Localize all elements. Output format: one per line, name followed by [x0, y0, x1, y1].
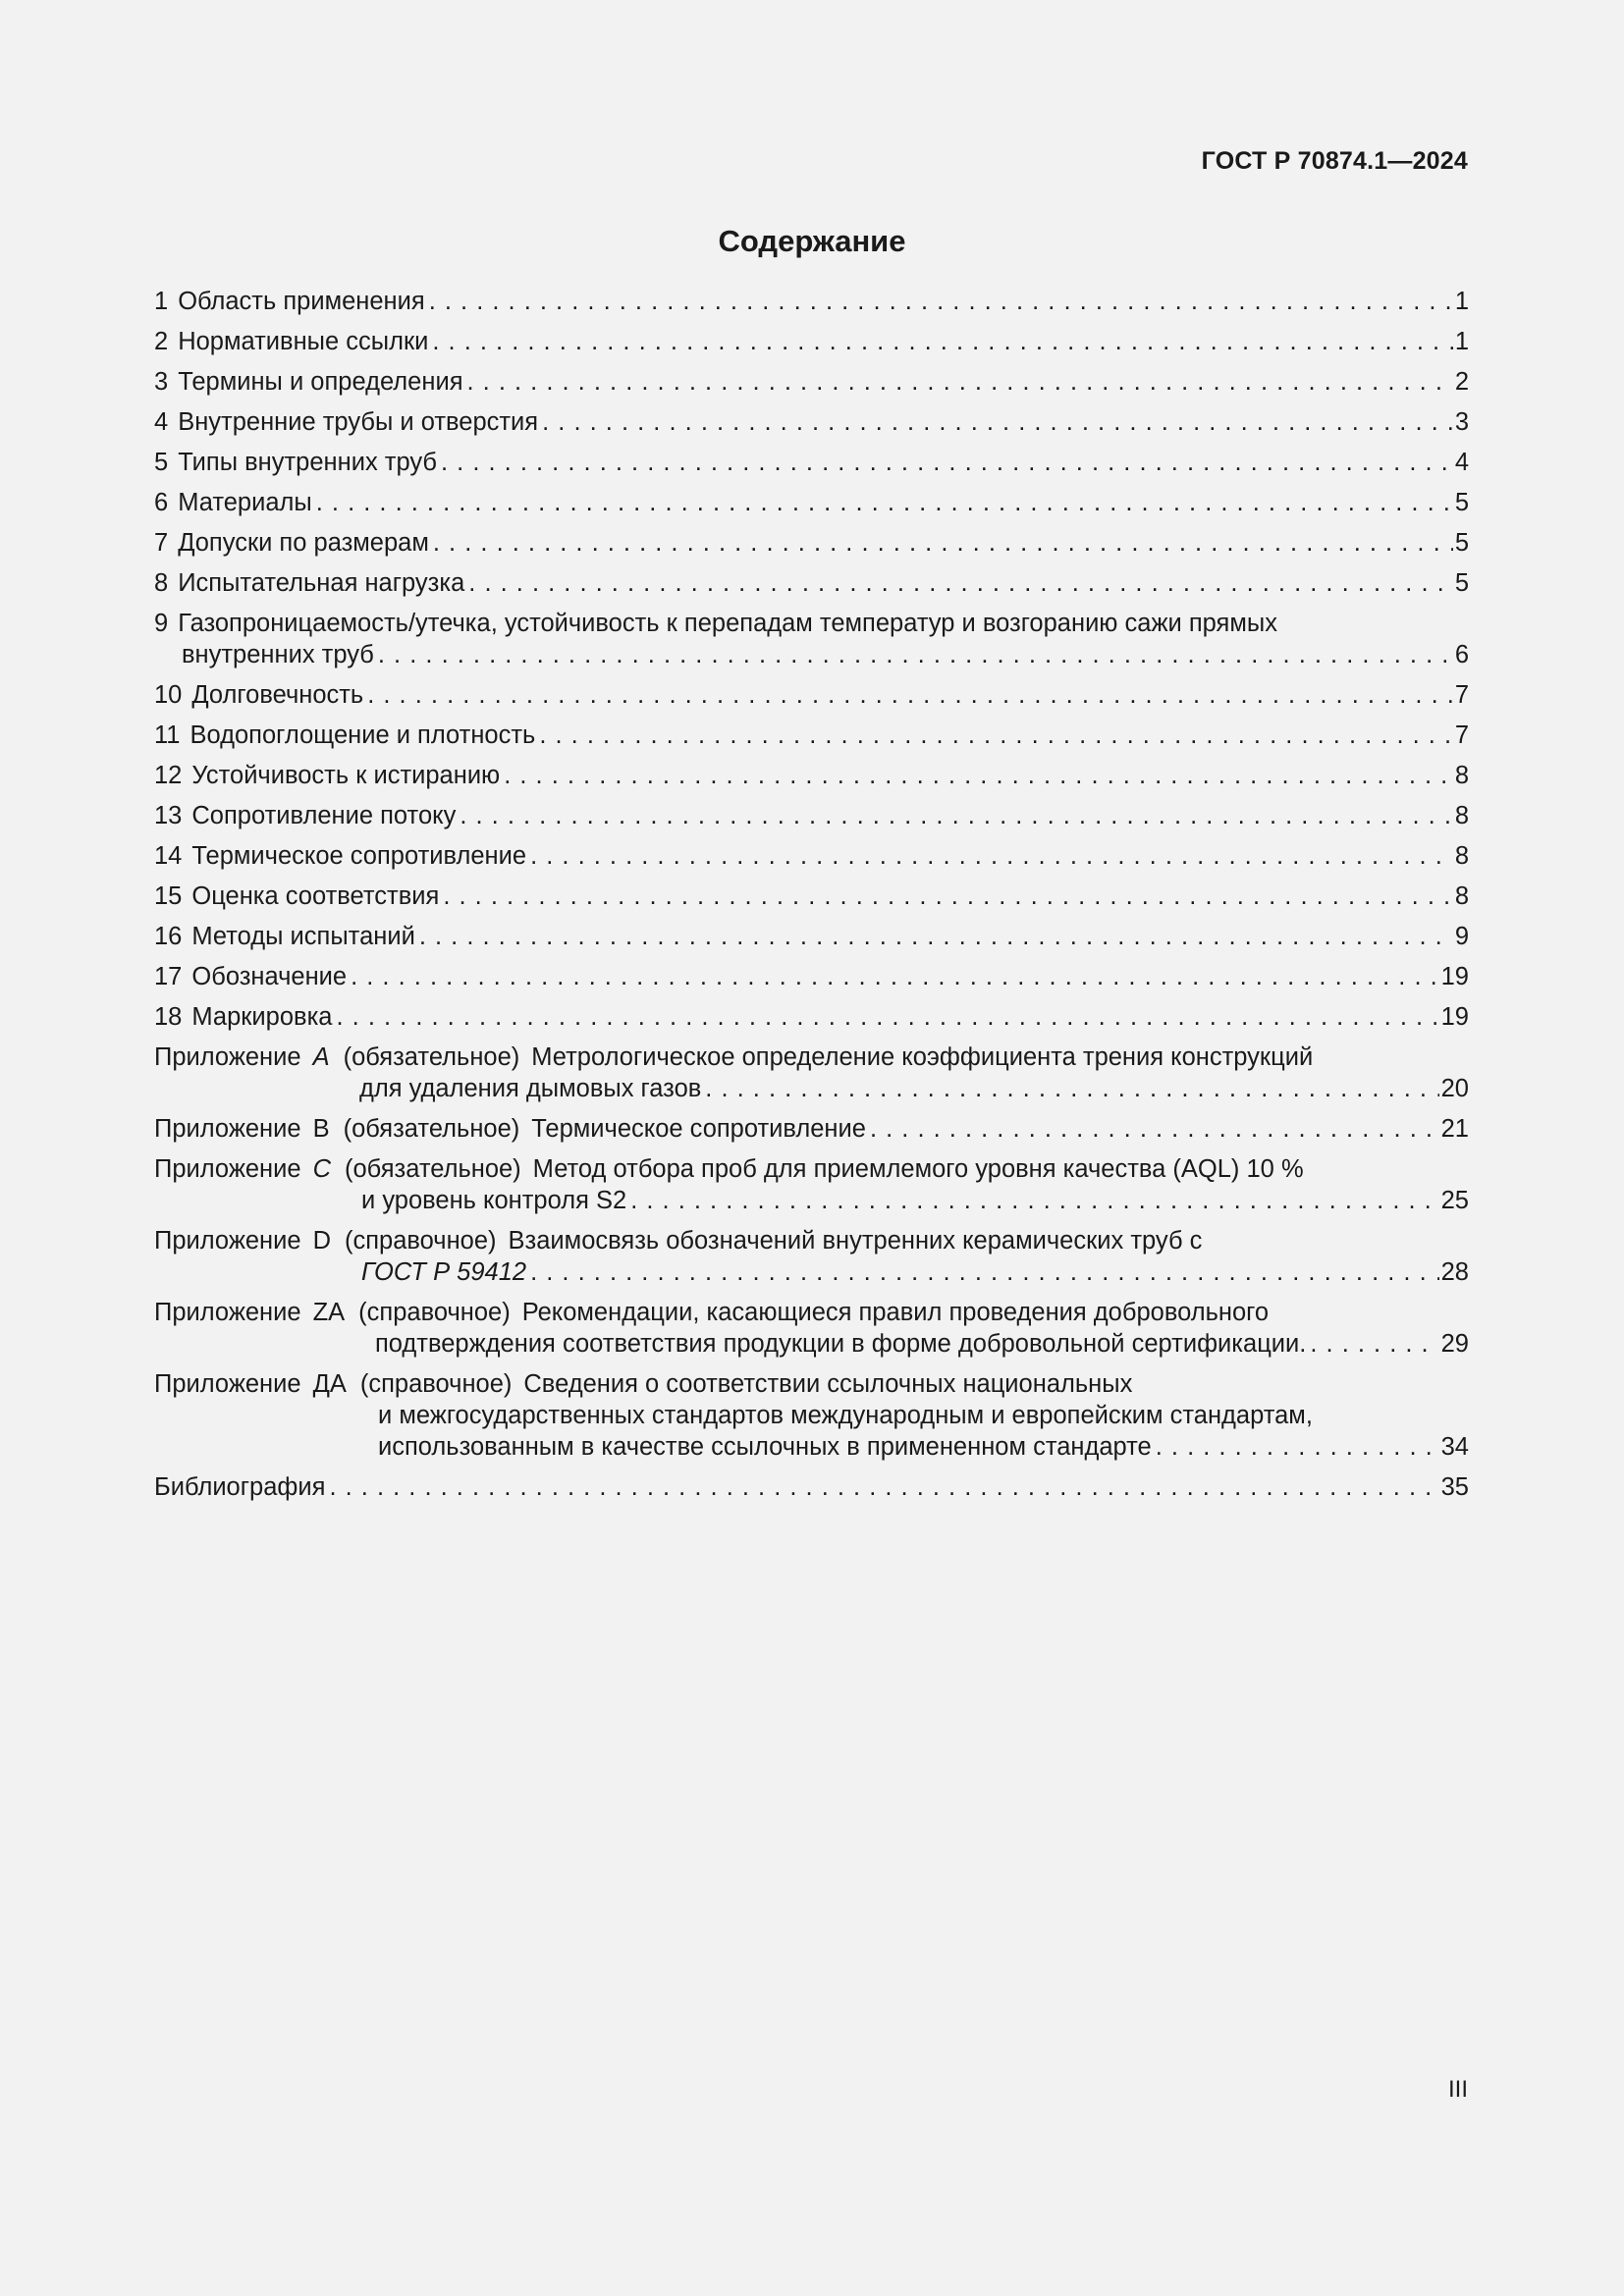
dot-leader: [530, 839, 1453, 873]
toc-appendix-b[interactable]: [154, 1112, 1469, 1146]
toc-entry-page: 8: [1454, 882, 1469, 910]
toc-entry-page: 5: [1454, 489, 1469, 516]
toc-entry-1[interactable]: [154, 285, 1469, 318]
dot-leader: [1310, 1327, 1438, 1361]
toc-entry-number: 12: [154, 762, 183, 789]
appendix-kind: (обязательное): [343, 1043, 520, 1071]
dot-leader: [542, 405, 1453, 439]
toc-entry-3[interactable]: [154, 365, 1469, 399]
dot-leader: [432, 325, 1452, 358]
toc-entry-page: 28: [1440, 1258, 1469, 1286]
appendix-kind: (справочное): [359, 1370, 513, 1398]
toc-appendix-da[interactable]: [154, 1367, 1469, 1464]
table-of-contents: [154, 285, 1469, 1504]
toc-entry-title: Устойчивость к истиранию: [191, 762, 501, 789]
toc-entry-14[interactable]: [154, 839, 1469, 873]
dot-leader: [539, 719, 1453, 752]
toc-entry-page: 25: [1440, 1187, 1469, 1214]
toc-entry-title: Водопоглощение и плотность: [189, 721, 536, 749]
toc-entry-number: 14: [154, 842, 183, 870]
appendix-title-line1: Взаимосвязь обозначений внутренних керамических труб с: [508, 1227, 1203, 1255]
toc-entry-title: Термины и определения: [178, 368, 463, 396]
toc-entry-number: 2: [154, 328, 169, 355]
toc-entry-page: 5: [1454, 529, 1469, 557]
appendix-title-line1: Рекомендации, касающиеся правил проведения добровольного: [521, 1299, 1270, 1326]
toc-entry-9[interactable]: [154, 607, 1469, 671]
toc-entry-title: Термическое сопротивление: [191, 842, 527, 870]
toc-entry-8[interactable]: [154, 566, 1469, 600]
dot-leader: [316, 486, 1453, 519]
toc-entry-15[interactable]: [154, 880, 1469, 913]
toc-entry-number: 11: [154, 721, 181, 749]
page-number: III: [1447, 2076, 1468, 2103]
dot-leader: [504, 759, 1453, 792]
toc-entry-12[interactable]: [154, 759, 1469, 792]
appendix-letter: ДА: [312, 1370, 347, 1398]
dot-leader: [705, 1072, 1438, 1105]
toc-entry-page: 7: [1454, 681, 1469, 709]
toc-entry-4[interactable]: [154, 405, 1469, 439]
toc-entry-10[interactable]: [154, 678, 1469, 712]
dot-leader: [530, 1255, 1439, 1289]
toc-entry-page: 5: [1454, 569, 1469, 597]
toc-entry-number: 16: [154, 923, 183, 950]
toc-entry-title: Долговечность: [191, 681, 364, 709]
toc-entry-title: Обозначение: [191, 963, 348, 990]
appendix-title-line2: и уровень контроля S2: [361, 1187, 627, 1214]
dot-leader: [433, 526, 1453, 560]
toc-entry-page: 19: [1440, 1003, 1469, 1031]
appendix-title-line2: ГОСТ Р 59412: [361, 1258, 527, 1286]
toc-entry-page: 8: [1454, 802, 1469, 829]
toc-entry-number: 15: [154, 882, 183, 910]
toc-entry-title: Сопротивление потоку: [191, 802, 457, 829]
appendix-label: Приложение: [154, 1299, 301, 1326]
appendix-letter: B: [312, 1115, 330, 1143]
toc-entry-page: 1: [1454, 288, 1469, 315]
dot-leader: [429, 285, 1453, 318]
toc-entry-page: 19: [1440, 963, 1469, 990]
toc-entry-number: 3: [154, 368, 169, 396]
toc-entry-title: Нормативные ссылки: [178, 328, 429, 355]
toc-entry-title: Испытательная нагрузка: [178, 569, 465, 597]
dot-leader: [441, 446, 1453, 479]
appendix-letter: ZA: [312, 1299, 346, 1326]
toc-entry-5[interactable]: [154, 446, 1469, 479]
toc-entry-title: Внутренние трубы и отверстия: [178, 408, 539, 436]
appendix-kind: (обязательное): [343, 1115, 520, 1143]
toc-entry-page: 6: [1454, 641, 1469, 668]
toc-entry-title: Маркировка: [191, 1003, 333, 1031]
appendix-kind: (справочное): [358, 1299, 511, 1326]
toc-entry-16[interactable]: [154, 920, 1469, 953]
appendix-kind: (обязательное): [345, 1155, 521, 1183]
dot-leader: [443, 880, 1453, 913]
appendix-label: Приложение: [154, 1155, 301, 1183]
toc-title: Содержание: [718, 224, 906, 258]
dot-leader: [870, 1112, 1439, 1146]
dot-leader: [460, 799, 1452, 832]
toc-entry-title-line2: внутренних труб: [182, 641, 374, 668]
dot-leader: [630, 1184, 1438, 1217]
toc-entry-number: 10: [154, 681, 183, 709]
toc-bibliography[interactable]: [154, 1470, 1469, 1504]
toc-entry-number: 18: [154, 1003, 183, 1031]
dot-leader: [367, 678, 1453, 712]
appendix-label: Приложение: [154, 1370, 301, 1398]
appendix-title-line2: и межгосударственных стандартов международным и европейским стандартам,: [378, 1402, 1313, 1429]
toc-entry-page: 20: [1440, 1075, 1469, 1102]
toc-entry-title-line1: Газопроницаемость/утечка, устойчивость к перепадам температур и возгоранию сажи прямых: [178, 610, 1277, 637]
toc-entry-title: Методы испытаний: [191, 923, 415, 950]
appendix-title-line1: Термическое сопротивление: [531, 1115, 866, 1143]
toc-entry-number: 6: [154, 489, 169, 516]
appendix-title-line2: подтверждения соответствия продукции в форме добровольной сертификации.: [375, 1330, 1307, 1358]
toc-entry-page: 2: [1454, 368, 1469, 396]
appendix-title-line1: Метод отбора проб для приемлемого уровня качества (AQL) 10 %: [532, 1155, 1304, 1183]
toc-entry-number: 5: [154, 449, 169, 476]
toc-entry-18[interactable]: [154, 1000, 1469, 1034]
dot-leader: [329, 1470, 1438, 1504]
toc-entry-title: Оценка соответствия: [191, 882, 440, 910]
appendix-letter: D: [312, 1227, 331, 1255]
appendix-title-line1: Сведения о соответствии ссылочных национальных: [523, 1370, 1133, 1398]
toc-entry-6[interactable]: [154, 486, 1469, 519]
dot-leader: [336, 1000, 1438, 1034]
dot-leader: [467, 365, 1453, 399]
toc-entry-title: Библиография: [154, 1473, 326, 1501]
toc-appendix-za[interactable]: [154, 1296, 1469, 1361]
toc-entry-2[interactable]: [154, 325, 1469, 358]
toc-entry-title: Материалы: [178, 489, 312, 516]
appendix-letter: A: [312, 1043, 330, 1071]
toc-appendix-c[interactable]: [154, 1152, 1469, 1217]
toc-appendix-d[interactable]: [154, 1224, 1469, 1289]
toc-entry-page: 3: [1454, 408, 1469, 436]
toc-entry-title: Область применения: [178, 288, 425, 315]
toc-entry-page: 9: [1454, 923, 1469, 950]
toc-entry-number: 9: [154, 610, 169, 637]
toc-entry-11[interactable]: [154, 719, 1469, 752]
appendix-title-line3: использованным в качестве ссылочных в примененном стандарте: [378, 1433, 1152, 1461]
dot-leader: [351, 960, 1439, 993]
toc-entry-17[interactable]: [154, 960, 1469, 993]
appendix-letter: C: [312, 1155, 331, 1183]
dot-leader: [378, 638, 1453, 671]
toc-entry-number: 13: [154, 802, 183, 829]
toc-entry-page: 21: [1440, 1115, 1469, 1143]
toc-appendix-a[interactable]: [154, 1041, 1469, 1105]
dot-leader: [468, 566, 1453, 600]
appendix-title-line1: Метрологическое определение коэффициента трения конструкций: [531, 1043, 1314, 1071]
dot-leader: [1156, 1430, 1439, 1464]
toc-entry-number: 1: [154, 288, 169, 315]
toc-entry-number: 8: [154, 569, 169, 597]
appendix-label: Приложение: [154, 1043, 301, 1071]
toc-entry-page: 8: [1454, 842, 1469, 870]
toc-entry-number: 17: [154, 963, 183, 990]
toc-entry-page: 35: [1440, 1473, 1469, 1501]
toc-entry-page: 8: [1454, 762, 1469, 789]
toc-entry-7[interactable]: [154, 526, 1469, 560]
toc-entry-page: 4: [1454, 449, 1469, 476]
toc-entry-number: 4: [154, 408, 169, 436]
toc-entry-13[interactable]: [154, 799, 1469, 832]
toc-entry-number: 7: [154, 529, 169, 557]
toc-entry-title: Допуски по размерам: [178, 529, 429, 557]
appendix-kind: (справочное): [345, 1227, 497, 1255]
toc-entry-page: 34: [1440, 1433, 1469, 1461]
appendix-label: Приложение: [154, 1227, 301, 1255]
dot-leader: [419, 920, 1453, 953]
toc-entry-page: 7: [1454, 721, 1469, 749]
toc-entry-title: Типы внутренних труб: [178, 449, 437, 476]
appendix-label: Приложение: [154, 1115, 301, 1143]
toc-entry-page: 29: [1440, 1330, 1469, 1358]
appendix-title-line2: для удаления дымовых газов: [359, 1075, 702, 1102]
toc-entry-page: 1: [1454, 328, 1469, 355]
document-code: ГОСТ Р 70874.1—2024: [1201, 147, 1468, 175]
